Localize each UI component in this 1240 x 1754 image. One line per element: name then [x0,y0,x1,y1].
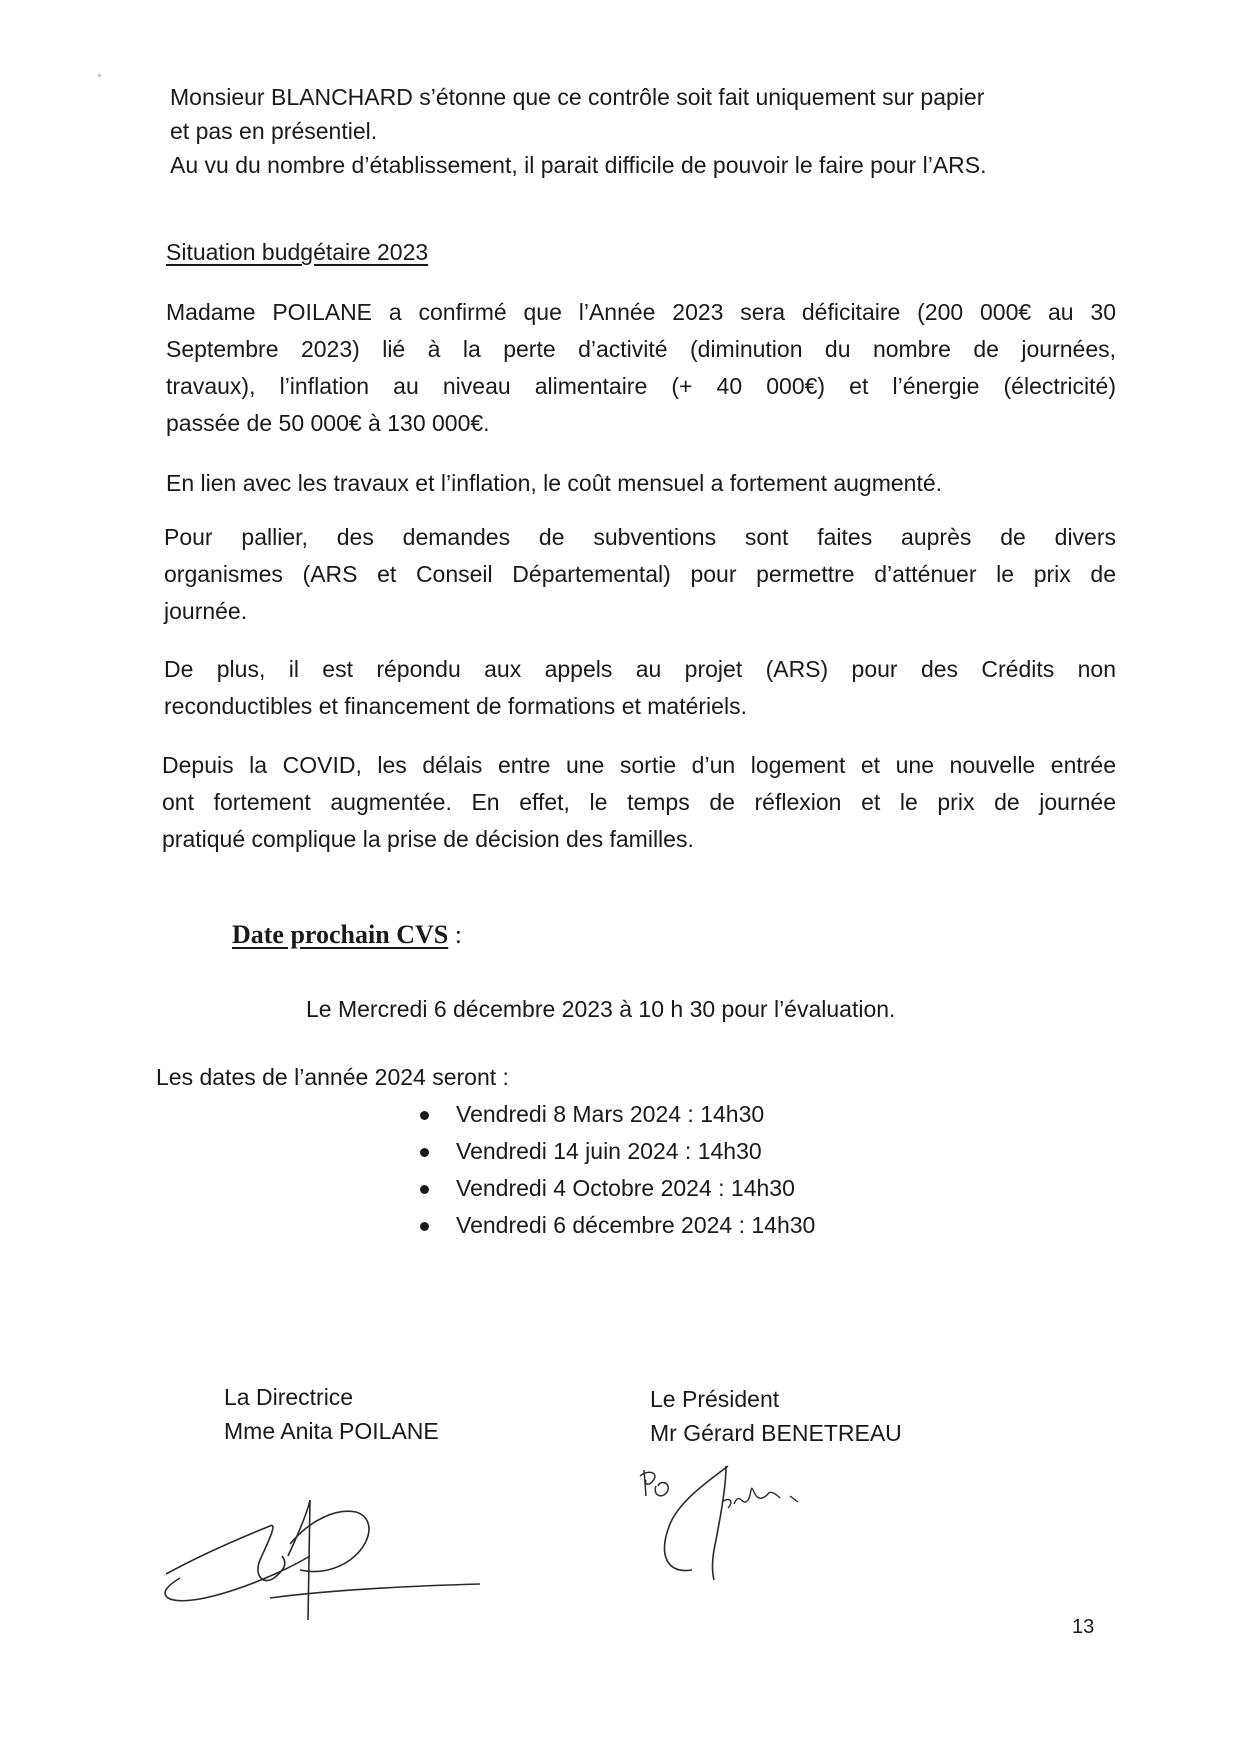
signer-role-right: Le Président [650,1386,780,1412]
page-number: 13 [1072,1616,1095,1638]
signer-name-right: Mr Gérard BENETREAU [650,1420,902,1446]
list-item: Vendredi 6 décembre 2024 : 14h30 [420,1207,815,1244]
signer-name-left: Mme Anita POILANE [224,1418,439,1444]
paragraph-deficit-line: Septembre 2023) lié à la perte d’activité (diminution du nombre de journées, [166,336,1116,362]
paragraph-deficit-line: passée de 50 000€ à 130 000€. [166,410,490,436]
paragraph-blanchard-line2: et pas en présentiel. [170,118,378,144]
next-meeting-title: Date prochain CVS [232,920,449,949]
paragraph-subventions-line: Pour pallier, des demandes de subventions sont faites auprès de divers [164,524,1116,550]
list-item: Vendredi 8 Mars 2024 : 14h30 [420,1096,815,1133]
signer-role-left: La Directrice [224,1384,354,1410]
paragraph-subventions-line: organismes (ARS et Conseil Départemental) pour permettre d’atténuer le prix de [164,561,1116,587]
signature-president [630,1450,850,1590]
signature-directrice [150,1460,510,1620]
section-title-budget: Situation budgétaire 2023 [166,239,429,265]
paragraph-ars: Au vu du nombre d’établissement, il parait difficile de pouvoir le faire pour l’ARS. [170,152,987,178]
paragraph-covid-line: ont fortement augmentée. En effet, le temps de réflexion et le prix de journée [162,789,1116,815]
paragraph-appels-line: reconductibles et financement de formations et matériels. [164,693,747,719]
paragraph-appels-line: De plus, il est répondu aux appels au projet (ARS) pour des Crédits non [164,656,1116,682]
paragraph-deficit-line: Madame POILANE a confirmé que l’Année 2023 sera déficitaire (200 000€ au 30 [166,299,1116,325]
list-item: Vendredi 4 Octobre 2024 : 14h30 [420,1170,815,1207]
list-item: Vendredi 14 juin 2024 : 14h30 [420,1133,815,1170]
paragraph-blanchard-line1: Monsieur BLANCHARD s’étonne que ce contrôle soit fait uniquement sur papier [170,84,985,110]
paragraph-subventions-line: journée. [164,598,248,624]
dates-2024-list [420,1096,815,1244]
paragraph-covid-line: Depuis la COVID, les délais entre une sortie d’un logement et une nouvelle entrée [162,752,1116,778]
dates-2024-intro: Les dates de l’année 2024 seront : [156,1064,509,1090]
paragraph-deficit-line: travaux), l’inflation au niveau alimentaire (+ 40 000€) et l’énergie (électricité) [166,373,1116,399]
scan-speck [98,74,101,77]
next-meeting-heading [232,920,462,950]
paragraph-cout-mensuel: En lien avec les travaux et l’inflation, le coût mensuel a fortement augmenté. [166,470,943,496]
next-meeting-colon: : [448,920,462,949]
next-meeting-date: Le Mercredi 6 décembre 2023 à 10 h 30 pour l’évaluation. [306,996,896,1022]
paragraph-covid-line: pratiqué complique la prise de décision des familles. [162,826,694,852]
